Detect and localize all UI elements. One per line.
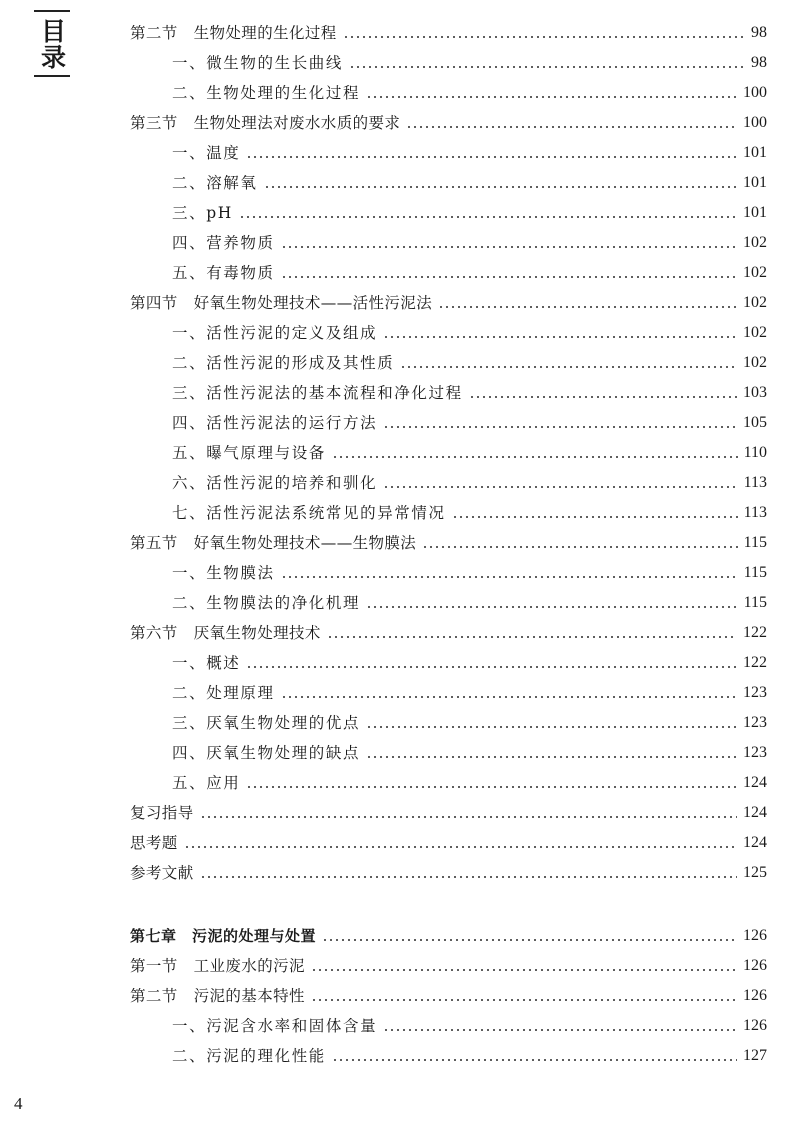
toc-entry-page-number: 98 <box>751 24 767 41</box>
toc-dot-leader <box>438 295 737 309</box>
toc-entry-section[interactable] <box>130 946 767 976</box>
toc-entry-sub[interactable] <box>130 703 767 733</box>
toc-entry-page-number: 101 <box>743 144 767 161</box>
toc-dot-leader <box>246 655 737 669</box>
toc-entry-sub[interactable] <box>130 343 767 373</box>
toc-entry-sub[interactable] <box>130 73 767 103</box>
toc-entry-section[interactable] <box>130 976 767 1006</box>
toc-entry-page-number: 124 <box>743 774 767 791</box>
toc-dot-leader <box>311 958 737 972</box>
toc-entry-sub[interactable] <box>130 133 767 163</box>
side-tab-title: 目录 <box>37 18 67 70</box>
toc-entry-sub[interactable] <box>130 673 767 703</box>
table-of-contents <box>130 13 767 1066</box>
toc-entry-label: 五、有毒物质 <box>172 264 275 282</box>
toc-dot-leader <box>469 385 737 399</box>
toc-dot-leader <box>246 145 737 159</box>
toc-entry-label: 二、污泥的理化性能 <box>172 1047 326 1065</box>
toc-dot-leader <box>366 85 737 99</box>
toc-entry-label: 二、生物膜法的净化机理 <box>172 594 361 612</box>
toc-entry-page-number: 102 <box>743 354 767 371</box>
toc-entry-sub[interactable] <box>130 493 767 523</box>
toc-entry-label: 复习指导 <box>130 804 194 822</box>
toc-entry-page-number: 124 <box>743 834 767 851</box>
toc-entry-label: 三、活性污泥法的基本流程和净化过程 <box>172 384 463 402</box>
toc-entry-label: 第二节 污泥的基本特性 <box>130 987 305 1005</box>
toc-entry-sub[interactable] <box>130 463 767 493</box>
toc-entry-page-number: 101 <box>743 174 767 191</box>
toc-entry-sub[interactable] <box>130 403 767 433</box>
toc-entry-sub[interactable] <box>130 433 767 463</box>
toc-entry-label: 一、生物膜法 <box>172 564 275 582</box>
toc-dot-leader <box>383 325 737 339</box>
toc-entry-label: 一、概述 <box>172 654 241 672</box>
toc-entry-page-number: 123 <box>743 744 767 761</box>
toc-entry-label: 二、溶解氧 <box>172 174 258 192</box>
toc-dot-leader <box>422 535 737 549</box>
toc-entry-label: 一、温度 <box>172 144 241 162</box>
toc-entry-page-number: 103 <box>743 384 767 401</box>
toc-entry-sub[interactable] <box>130 733 767 763</box>
toc-dot-leader <box>200 865 737 879</box>
toc-entry-label: 第四节 好氧生物处理技术——活性污泥法 <box>130 294 433 312</box>
toc-entry-page-number: 102 <box>743 234 767 251</box>
toc-entry-sub[interactable] <box>130 553 767 583</box>
toc-entry-section[interactable] <box>130 613 767 643</box>
toc-entry-page-number: 126 <box>743 957 767 974</box>
toc-entry-sub[interactable] <box>130 43 767 73</box>
toc-entry-label: 第二节 生物处理的生化过程 <box>130 24 337 42</box>
toc-entry-label: 参考文献 <box>130 864 194 882</box>
toc-entry-page-number: 100 <box>743 84 767 101</box>
toc-entry-sub[interactable] <box>130 373 767 403</box>
toc-dot-leader <box>200 805 737 819</box>
toc-entry-page-number: 124 <box>743 804 767 821</box>
toc-entry-page-number: 102 <box>743 264 767 281</box>
toc-dot-leader <box>281 235 737 249</box>
toc-entry-other[interactable] <box>130 853 767 883</box>
toc-dot-leader <box>383 475 737 489</box>
toc-dot-leader <box>281 685 737 699</box>
side-tab-bottom-rule <box>34 75 70 77</box>
toc-entry-sub[interactable] <box>130 1036 767 1066</box>
toc-entry-section[interactable] <box>130 283 767 313</box>
toc-entry-label: 四、厌氧生物处理的缺点 <box>172 744 361 762</box>
toc-entry-page-number: 102 <box>743 324 767 341</box>
toc-dot-leader <box>239 205 737 219</box>
toc-dot-leader <box>332 1048 737 1062</box>
toc-entry-sub[interactable] <box>130 313 767 343</box>
side-tab <box>34 10 70 77</box>
toc-entry-sub[interactable] <box>130 193 767 223</box>
toc-entry-label: 一、微生物的生长曲线 <box>172 54 344 72</box>
toc-entry-chapter[interactable] <box>130 916 767 946</box>
toc-entry-label: 第七章 污泥的处理与处置 <box>130 927 317 945</box>
toc-dot-leader <box>281 265 737 279</box>
toc-entry-page-number: 123 <box>743 714 767 731</box>
toc-entry-sub[interactable] <box>130 583 767 613</box>
toc-entry-page-number: 126 <box>743 987 767 1004</box>
toc-entry-label: 三、厌氧生物处理的优点 <box>172 714 361 732</box>
toc-entry-page-number: 98 <box>751 54 767 71</box>
toc-entry-label: 第三节 生物处理法对废水水质的要求 <box>130 114 401 132</box>
toc-entry-label: 二、生物处理的生化过程 <box>172 84 361 102</box>
toc-entry-sub[interactable] <box>130 253 767 283</box>
toc-entry-label: 一、活性污泥的定义及组成 <box>172 324 378 342</box>
toc-entry-page-number: 127 <box>743 1047 767 1064</box>
toc-entry-sub[interactable] <box>130 163 767 193</box>
toc-dot-leader <box>406 115 737 129</box>
toc-entry-other[interactable] <box>130 823 767 853</box>
toc-dot-leader <box>246 775 737 789</box>
toc-entry-sub[interactable] <box>130 643 767 673</box>
toc-dot-leader <box>383 415 737 429</box>
toc-entry-label: 第一节 工业废水的污泥 <box>130 957 305 975</box>
toc-dot-leader <box>366 715 737 729</box>
toc-entry-label: 六、活性污泥的培养和驯化 <box>172 474 378 492</box>
toc-entry-label: 二、活性污泥的形成及其性质 <box>172 354 395 372</box>
toc-entry-sub[interactable] <box>130 223 767 253</box>
toc-entry-section[interactable] <box>130 13 767 43</box>
page-number: 4 <box>14 1094 23 1113</box>
toc-entry-sub[interactable] <box>130 1006 767 1036</box>
toc-entry-other[interactable] <box>130 793 767 823</box>
toc-dot-leader <box>264 175 737 189</box>
toc-dot-leader <box>322 928 737 942</box>
toc-dot-leader <box>383 1018 737 1032</box>
toc-entry-page-number: 105 <box>743 414 767 431</box>
toc-entry-page-number: 113 <box>743 474 767 491</box>
toc-entry-label: 五、应用 <box>172 774 241 792</box>
toc-entry-label: 四、营养物质 <box>172 234 275 252</box>
toc-entry-page-number: 122 <box>743 654 767 671</box>
toc-entry-page-number: 113 <box>743 504 767 521</box>
toc-entry-page-number: 102 <box>743 294 767 311</box>
toc-dot-leader <box>327 625 737 639</box>
toc-entry-label: 第六节 厌氧生物处理技术 <box>130 624 321 642</box>
toc-entry-page-number: 110 <box>743 444 767 461</box>
toc-entry-page-number: 115 <box>743 594 767 611</box>
toc-dot-leader <box>343 25 745 39</box>
toc-dot-leader <box>452 505 738 519</box>
toc-entry-page-number: 100 <box>743 114 767 131</box>
toc-dot-leader <box>366 745 737 759</box>
toc-entry-label: 三、pH <box>172 204 233 222</box>
toc-entry-page-number: 126 <box>743 1017 767 1034</box>
toc-dot-leader <box>366 595 737 609</box>
toc-entry-page-number: 126 <box>743 927 767 944</box>
toc-dot-leader <box>400 355 737 369</box>
toc-dot-leader <box>311 988 737 1002</box>
toc-dot-leader <box>349 55 745 69</box>
toc-entry-label: 五、曝气原理与设备 <box>172 444 326 462</box>
toc-entry-label: 四、活性污泥法的运行方法 <box>172 414 378 432</box>
toc-dot-leader <box>184 835 737 849</box>
toc-entry-sub[interactable] <box>130 763 767 793</box>
toc-dot-leader <box>332 445 738 459</box>
toc-dot-leader <box>281 565 738 579</box>
toc-entry-page-number: 115 <box>743 564 767 581</box>
toc-entry-label: 第五节 好氧生物处理技术——生物膜法 <box>130 534 417 552</box>
toc-entry-label: 一、污泥含水率和固体含量 <box>172 1017 378 1035</box>
toc-entry-page-number: 115 <box>743 534 767 551</box>
toc-entry-page-number: 101 <box>743 204 767 221</box>
toc-entry-page-number: 122 <box>743 624 767 641</box>
toc-entry-label: 七、活性污泥法系统常见的异常情况 <box>172 504 446 522</box>
toc-entry-section[interactable] <box>130 103 767 133</box>
toc-entry-label: 二、处理原理 <box>172 684 275 702</box>
toc-entry-page-number: 125 <box>743 864 767 881</box>
toc-entry-section[interactable] <box>130 523 767 553</box>
toc-entry-label: 思考题 <box>130 834 178 852</box>
toc-entry-page-number: 123 <box>743 684 767 701</box>
